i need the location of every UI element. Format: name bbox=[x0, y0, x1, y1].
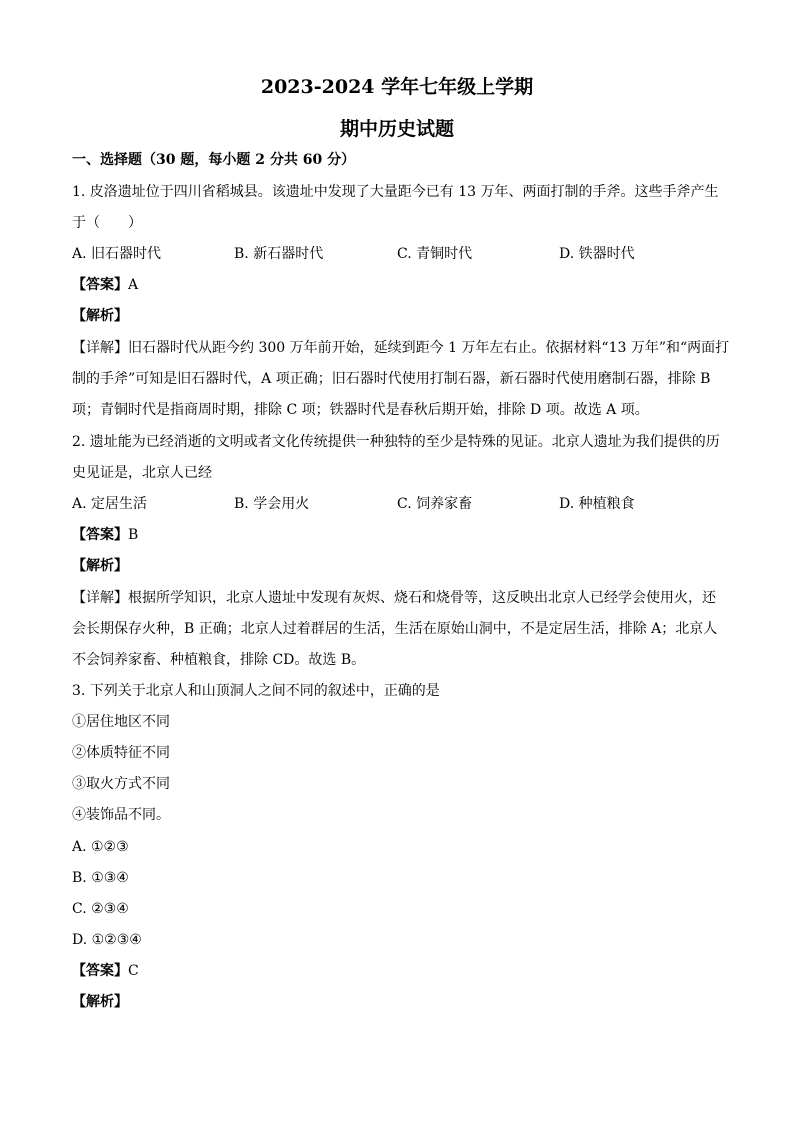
q1-detail-line2: 制的手斧”可知是旧石器时代，A 项正确；旧石器时代使用打制石器，新石器时代使用磨制石器，排除 B bbox=[72, 371, 711, 387]
q3-option-d: D. ①②③④ bbox=[72, 932, 142, 948]
answer-value: C bbox=[128, 963, 139, 979]
q2-option-c: C. 饲养家畜 bbox=[397, 496, 473, 512]
answer-label: 【答案】 bbox=[72, 277, 128, 293]
q1-option-a: A. 旧石器时代 bbox=[72, 246, 162, 262]
q3-option-c: C. ②③④ bbox=[72, 901, 129, 917]
answer-label: 【答案】 bbox=[72, 527, 128, 543]
exam-title: 2023-2024 学年七年级上学期 bbox=[260, 76, 534, 98]
q3-option-a: A. ①②③ bbox=[72, 839, 129, 855]
section-heading: 一、选择题（30 题，每小题 2 分共 60 分） bbox=[72, 152, 356, 168]
q1-stem-line1: 1. 皮洛遗址位于四川省稻城县。该遗址中发现了大量距今已有 13 万年、两面打制的手斧。这些手斧产生 bbox=[72, 184, 719, 200]
q3-item-2: ②体质特征不同 bbox=[72, 745, 170, 761]
q1-detail-line1: 【详解】旧石器时代从距今约 300 万年前开始，延续到距今 1 万年左右止。依据材料“13 万年”和“两面打 bbox=[72, 340, 730, 356]
q2-stem-line1: 2. 遗址能为已经消逝的文明或者文化传统提供一种独特的至少是特殊的见证。北京人遗址为我们提供的历 bbox=[72, 434, 720, 450]
exam-subtitle: 期中历史试题 bbox=[339, 118, 454, 140]
answer-value: A bbox=[128, 277, 139, 293]
q3-stem-line1: 3. 下列关于北京人和山顶洞人之间不同的叙述中，正确的是 bbox=[72, 683, 440, 699]
q3-answer bbox=[72, 961, 139, 981]
q3-analysis-label: 【解析】 bbox=[72, 994, 128, 1010]
q1-option-d: D. 铁器时代 bbox=[559, 246, 635, 262]
q2-detail-line3: 不会饲养家畜、种植粮食，排除 CD。故选 B。 bbox=[72, 652, 366, 668]
q3-item-1: ①居住地区不同 bbox=[72, 714, 170, 730]
q2-option-b: B. 学会用火 bbox=[234, 496, 310, 512]
q2-stem-line2: 史见证是，北京人已经 bbox=[72, 465, 212, 481]
q2-detail-line1: 【详解】根据所学知识，北京人遗址中发现有灰烬、烧石和烧骨等，这反映出北京人已经学会使用火，还 bbox=[72, 590, 716, 606]
q1-analysis-label: 【解析】 bbox=[72, 308, 128, 324]
q3-option-b: B. ①③④ bbox=[72, 870, 129, 886]
q3-item-3: ③取火方式不同 bbox=[72, 776, 170, 792]
q2-option-a: A. 定居生活 bbox=[72, 496, 148, 512]
answer-value: B bbox=[128, 527, 139, 543]
q1-option-b: B. 新石器时代 bbox=[234, 246, 324, 262]
answer-label: 【答案】 bbox=[72, 963, 128, 979]
q3-item-4: ④装饰品不同。 bbox=[72, 807, 170, 823]
q2-answer bbox=[72, 525, 138, 545]
q1-detail-line3: 项；青铜时代是指商周时期，排除 C 项；铁器时代是春秋后期开始，排除 D 项。故选 A 项。 bbox=[72, 402, 649, 418]
q1-answer bbox=[72, 275, 138, 295]
q1-stem-line2: 于（ ） bbox=[72, 215, 142, 231]
q2-detail-line2: 会长期保存火种，B 正确；北京人过着群居的生活，生活在原始山洞中，不是定居生活，排除 A；北京人 bbox=[72, 621, 718, 637]
q2-analysis-label: 【解析】 bbox=[72, 558, 128, 574]
q1-option-c: C. 青铜时代 bbox=[397, 246, 473, 262]
q2-option-d: D. 种植粮食 bbox=[559, 496, 635, 512]
